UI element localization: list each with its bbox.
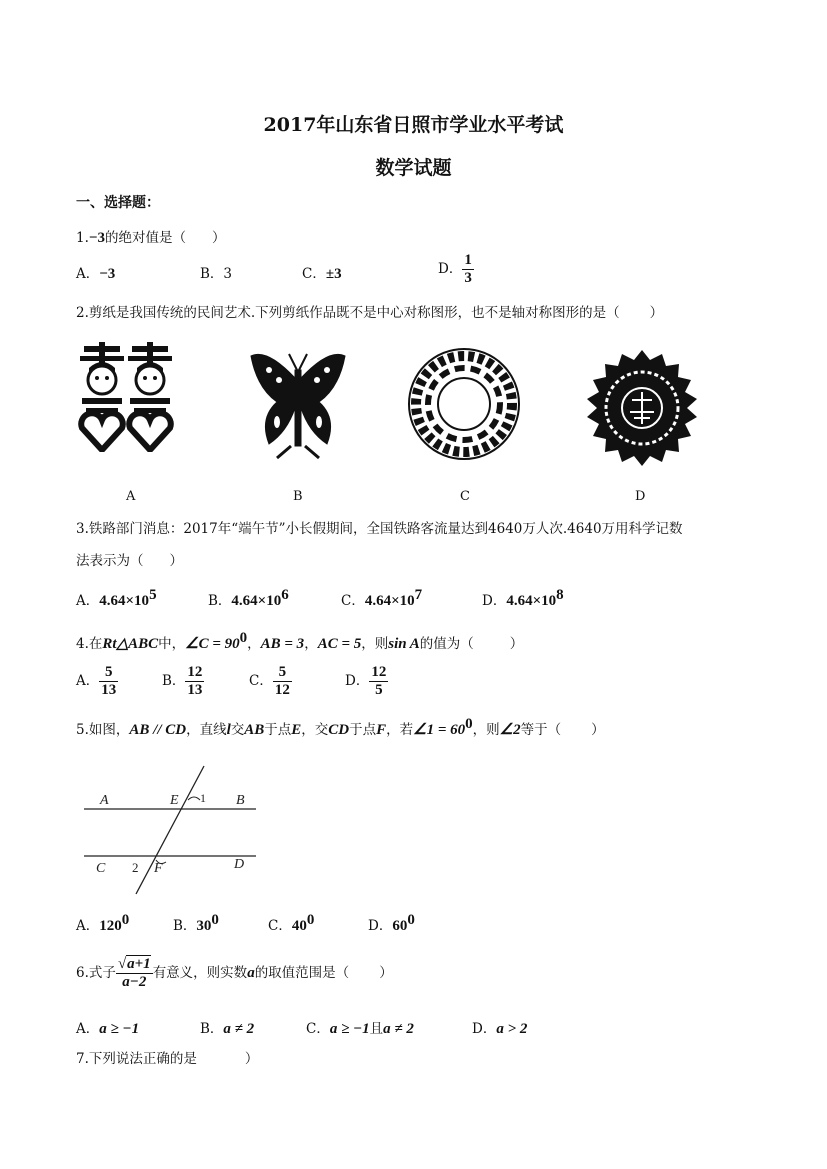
- q6-option-d: D．a > 2: [472, 1021, 528, 1037]
- question-6: 6.式子 $\frac{√a+1}{a-2}$ 有意义，则实数a的取值范围是（ ）: [76, 956, 393, 990]
- q5-option-c: C．$40^0$: [268, 912, 315, 934]
- question-3-line1: 3.铁路部门消息：2017年“端午节”小长假期间，全国铁路客流量达到4640万人次.4640万用科学记数: [76, 521, 683, 537]
- papercut-label-a: A: [126, 489, 136, 504]
- q4-option-c: C． $\frac{5}{12}$: [249, 664, 290, 698]
- papercut-c-image: [407, 347, 521, 461]
- papercut-a-image: [76, 342, 176, 452]
- fig-label-a: A: [100, 793, 109, 808]
- q4-option-a: A． $\frac{5}{13}$: [76, 664, 117, 698]
- papercut-label-d: D: [635, 489, 646, 504]
- q1-option-b: B．3: [200, 266, 233, 282]
- question-4: 4.在Rt△ABC中，∠C = $90^0$，AB = 3，AC = 5，则sin A的值为（ ）: [76, 630, 524, 652]
- fig-label-1: 1: [200, 791, 206, 805]
- q4-option-d: D． $\frac{12}{5}$: [345, 664, 387, 698]
- q6-option-b: B．a ≠ 2: [200, 1021, 255, 1037]
- q4-option-b: B． $\frac{12}{13}$: [162, 664, 203, 698]
- q5-option-b: B．$30^0$: [173, 912, 219, 934]
- q6-option-c: C．a ≥ −1且a ≠ 2: [306, 1021, 414, 1037]
- papercut-label-c: C: [460, 489, 470, 504]
- q3-option-b: B．$4.64\times 10^6$: [208, 587, 289, 609]
- question-1: 1.−3的绝对值是（ ）: [76, 230, 226, 246]
- q1-option-c: C．±3: [302, 266, 342, 282]
- fig-label-d: D: [234, 857, 245, 872]
- question-7: 7.下列说法正确的是 ）: [76, 1051, 259, 1067]
- fig-label-c: C: [96, 861, 106, 876]
- q1-option-d: D． $\frac{1}{3}$: [438, 252, 472, 286]
- q3-option-d: D．$4.64\times 10^8$: [482, 587, 564, 609]
- parallel-lines-figure: [76, 760, 266, 900]
- fig-label-2: 2: [132, 860, 139, 875]
- q5-option-a: A．$120^0$: [76, 912, 130, 934]
- q3-option-c: C．$4.64\times 10^7$: [341, 587, 423, 609]
- papercut-d-image: [584, 348, 700, 470]
- q1-option-a: A．−3: [76, 266, 116, 282]
- section-heading: 一、选择题：: [76, 195, 160, 211]
- fig-label-f: F: [154, 861, 163, 876]
- page-subtitle: 数学试题: [375, 157, 452, 179]
- q6-option-a: A．a ≥ −1: [76, 1021, 140, 1037]
- q3-option-a: A．$4.64\times 10^5$: [76, 587, 157, 609]
- papercut-b-image: [247, 348, 349, 460]
- question-5: 5.如图，AB // CD，直线l交AB于点E，交CD于点F，若∠1 = $60^0$，则∠2等于（ ）: [76, 716, 605, 738]
- papercut-label-b: B: [293, 489, 303, 504]
- page-title: 2017年山东省日照市学业水平考试: [263, 114, 564, 136]
- q5-option-d: D．$60^0$: [368, 912, 415, 934]
- question-3-line2: 法表示为（ ）: [76, 553, 183, 569]
- question-2: 2.剪纸是我国传统的民间艺术.下列剪纸作品既不是中心对称图形，也不是轴对称图形的是（ ）: [76, 305, 664, 321]
- fig-label-e: E: [170, 793, 179, 808]
- fig-label-b: B: [236, 793, 245, 808]
